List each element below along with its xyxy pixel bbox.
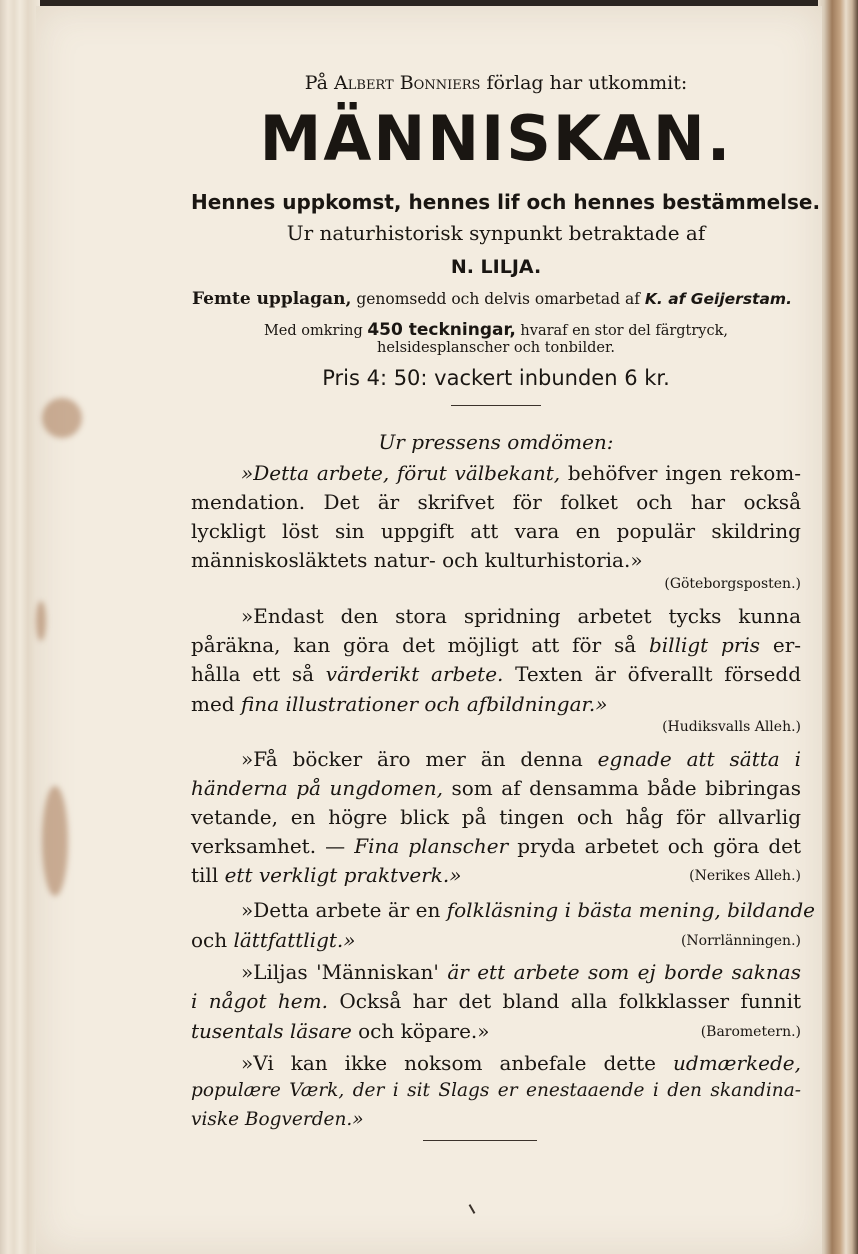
book-page-edges-right [818, 0, 858, 1254]
review-line: »Endast den stora spridning arbetet tycks kunna [241, 604, 801, 628]
review-line: lyckligt löst sin uppgift att vara en populär skildring [191, 519, 801, 543]
review-line: »Få böcker äro mer än denna egnade att sätta i [241, 747, 802, 771]
review-source: (Barometern.) [700, 1024, 801, 1040]
review-line: »Detta arbete, förut välbekant, behöfver ingen rekom- [241, 461, 801, 485]
book-page-edges-left [0, 0, 40, 1254]
book-page [36, 6, 822, 1254]
review-line: med fina illustrationer och afbildningar.» [191, 692, 608, 716]
review-line: verksamhet. — Fina planscher pryda arbetet och göra det [191, 834, 802, 858]
review-line: människosläktets natur- och kulturhistoria.» [191, 548, 643, 572]
publisher-name: Albert Bonniers [334, 72, 481, 94]
end-divider [423, 1140, 537, 1141]
author-name: N. LILJA. [450, 256, 542, 278]
reviser-name: K. af Geijerstam. [644, 290, 792, 308]
water-stain [42, 786, 68, 896]
illustrations-line-2: helsidesplanscher och tonbilder. [377, 340, 615, 356]
review-line: och lättfattligt.» [191, 928, 356, 952]
review-line: viske Bogverden.» [191, 1109, 364, 1130]
price-line: Pris 4: 50: vackert inbunden 6 kr. [322, 366, 670, 390]
book-subtitle: Hennes uppkomst, hennes lif och hennes bestämmelse. [191, 190, 821, 214]
review-line: tusentals läsare och köpare.» [191, 1019, 490, 1043]
review-line: »Liljas 'Människan' är ett arbete som ej borde saknas [241, 960, 801, 984]
book-title: MÄNNISKAN. [259, 102, 733, 175]
water-stain [36, 601, 46, 641]
review-line: hålla ett så värderikt arbete. Texten är öfverallt försedd [191, 662, 801, 686]
publisher-line: På Albert Bonniers förlag har utkommit: [304, 72, 688, 94]
water-stain [42, 398, 82, 438]
reviews-heading: Ur pressens omdömen: [378, 430, 614, 454]
review-line: »Detta arbete är en folkläsning i bästa mening, bildande [241, 898, 815, 922]
ink-mark [469, 1204, 476, 1214]
review-source: (Hudiksvalls Alleh.) [662, 719, 801, 735]
edition-line: Femte upplagan, genomsedd och delvis omarbetad af K. af Geijerstam. [192, 289, 792, 309]
review-line: påräkna, kan göra det möjligt att för så billigt pris er- [191, 633, 802, 657]
review-source: (Nerikes Alleh.) [689, 868, 801, 884]
review-line: populære Værk, der i sit Slags er enestaaende i den skandina- [191, 1080, 801, 1101]
review-source: (Norrlänningen.) [680, 933, 801, 949]
review-source: (Göteborgsposten.) [664, 576, 801, 592]
review-line: vetande, en högre blick på tingen och håg för allvarlig [191, 805, 801, 829]
review-line: till ett verkligt praktverk.» [191, 863, 462, 887]
divider [451, 405, 541, 406]
perspective-line: Ur naturhistorisk synpunkt betraktade af [286, 221, 706, 245]
review-line: »Vi kan ikke noksom anbefale dette udmærkede, [241, 1051, 801, 1075]
review-line: mendation. Det är skrifvet för folket och har också [191, 490, 801, 514]
review-line: händerna på ungdomen, som af densamma både bibringas [191, 776, 802, 800]
review-line: i något hem. Också har det bland alla folkklasser funnit [191, 989, 801, 1013]
illustrations-line: Med omkring 450 teckningar, hvaraf en stor del färgtryck, [263, 320, 729, 340]
